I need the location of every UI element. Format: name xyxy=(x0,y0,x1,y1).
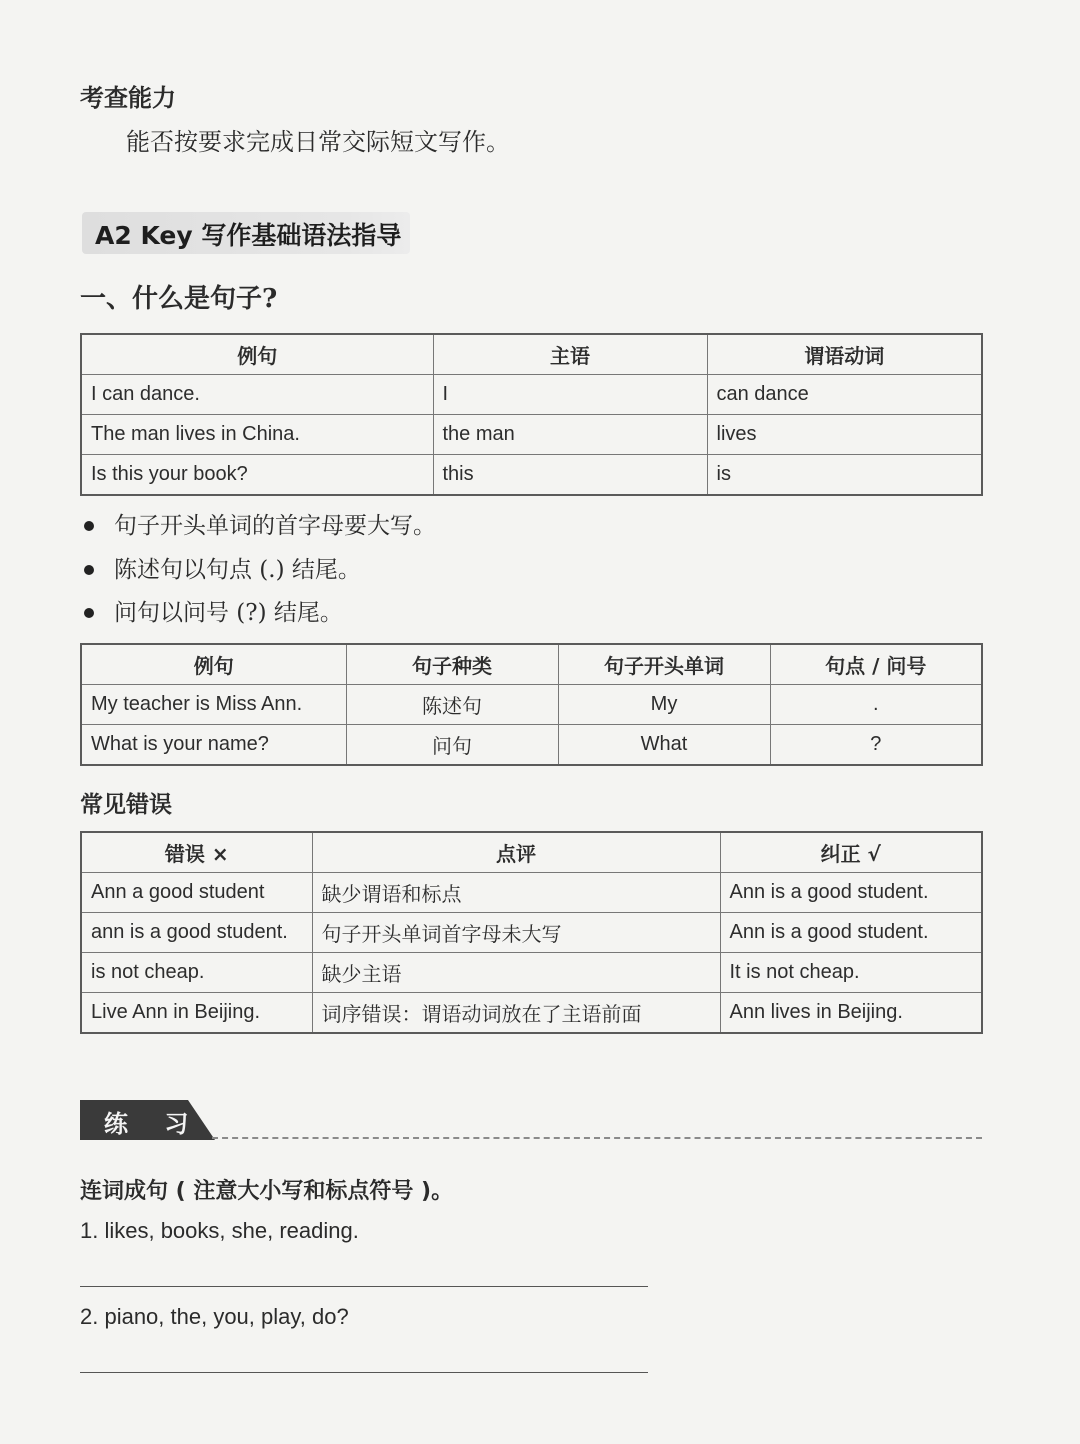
table-cell: I xyxy=(433,375,707,415)
table-header: 句子开头单词 xyxy=(558,644,770,685)
table-header: 句子种类 xyxy=(346,644,558,685)
table-cell: is not cheap. xyxy=(81,953,312,993)
table-header: 例句 xyxy=(81,334,433,375)
table-row xyxy=(81,375,982,415)
table-row xyxy=(81,873,982,913)
table-cell: Ann lives in Beijing. xyxy=(720,993,982,1034)
table-cell: 缺少主语 xyxy=(312,953,720,993)
sentence-types-table xyxy=(80,643,983,766)
table-cell: ? xyxy=(770,725,982,766)
table-cell: The man lives in China. xyxy=(81,415,433,455)
table-cell: ann is a good student. xyxy=(81,913,312,953)
table-cell: My teacher is Miss Ann. xyxy=(81,685,346,725)
table-cell: 句子开头单词首字母未大写 xyxy=(312,913,720,953)
exercise-question-1: 1. likes, books, she, reading. xyxy=(80,1218,359,1243)
table-header: 例句 xyxy=(81,644,346,685)
bullet-icon xyxy=(84,608,94,618)
table-cell: 陈述句 xyxy=(346,685,558,725)
rule-text: 陈述句以句点 (.) 结尾。 xyxy=(114,556,361,583)
bullet-icon xyxy=(84,565,94,575)
table-row xyxy=(81,953,982,993)
table-cell: is xyxy=(707,455,982,496)
table-cell: It is not cheap. xyxy=(720,953,982,993)
table-cell: the man xyxy=(433,415,707,455)
table-header: 主语 xyxy=(433,334,707,375)
table-cell: Ann a good student xyxy=(81,873,312,913)
practice-label: 练 习 xyxy=(104,1110,203,1138)
table-cell: Live Ann in Beijing. xyxy=(81,993,312,1034)
table-cell: What is your name? xyxy=(81,725,346,766)
guide-title: A2 Key 写作基础语法指导 xyxy=(95,221,402,250)
table-cell: Ann is a good student. xyxy=(720,873,982,913)
list-item xyxy=(80,595,436,639)
table-row xyxy=(81,415,982,455)
table-cell: . xyxy=(770,685,982,725)
table-cell: 词序错误：谓语动词放在了主语前面 xyxy=(312,993,720,1034)
section-title: 一、什么是句子? xyxy=(80,284,278,314)
bullet-icon xyxy=(84,521,94,531)
table-cell: 缺少谓语和标点 xyxy=(312,873,720,913)
practice-divider xyxy=(212,1137,982,1139)
table-cell: What xyxy=(558,725,770,766)
assessment-description: 能否按要求完成日常交际短文写作。 xyxy=(126,128,510,156)
answer-line-2[interactable] xyxy=(80,1372,648,1373)
table-cell: lives xyxy=(707,415,982,455)
common-errors-heading: 常见错误 xyxy=(80,792,172,818)
exercise-instruction: 连词成句 ( 注意大小写和标点符号 )。 xyxy=(80,1179,454,1204)
table-cell: I can dance. xyxy=(81,375,433,415)
table-cell: 问句 xyxy=(346,725,558,766)
table-cell: My xyxy=(558,685,770,725)
table-header: 错误 × xyxy=(81,832,312,873)
answer-line-1[interactable] xyxy=(80,1286,648,1287)
table-header: 句点 / 问号 xyxy=(770,644,982,685)
table-cell: can dance xyxy=(707,375,982,415)
assessment-heading: 考查能力 xyxy=(80,84,176,112)
table-header: 纠正 √ xyxy=(720,832,982,873)
exercise-question-2: 2. piano, the, you, play, do? xyxy=(80,1304,349,1329)
table-row xyxy=(81,685,982,725)
rules-list xyxy=(80,508,436,639)
list-item xyxy=(80,508,436,552)
table-row xyxy=(81,725,982,766)
table-header: 谓语动词 xyxy=(707,334,982,375)
rule-text: 问句以问号 (?) 结尾。 xyxy=(114,600,343,626)
table-cell: this xyxy=(433,455,707,496)
table-row xyxy=(81,913,982,953)
list-item xyxy=(80,552,436,596)
table-header-row xyxy=(81,832,982,873)
table-row xyxy=(81,993,982,1034)
rule-text: 句子开头单词的首字母要大写。 xyxy=(114,513,436,539)
common-errors-table xyxy=(80,831,983,1034)
table-header-row xyxy=(81,644,982,685)
sentence-components-table xyxy=(80,333,983,496)
table-header-row xyxy=(81,334,982,375)
table-cell: Ann is a good student. xyxy=(720,913,982,953)
table-row xyxy=(81,455,982,496)
table-cell: Is this your book? xyxy=(81,455,433,496)
table-header: 点评 xyxy=(312,832,720,873)
